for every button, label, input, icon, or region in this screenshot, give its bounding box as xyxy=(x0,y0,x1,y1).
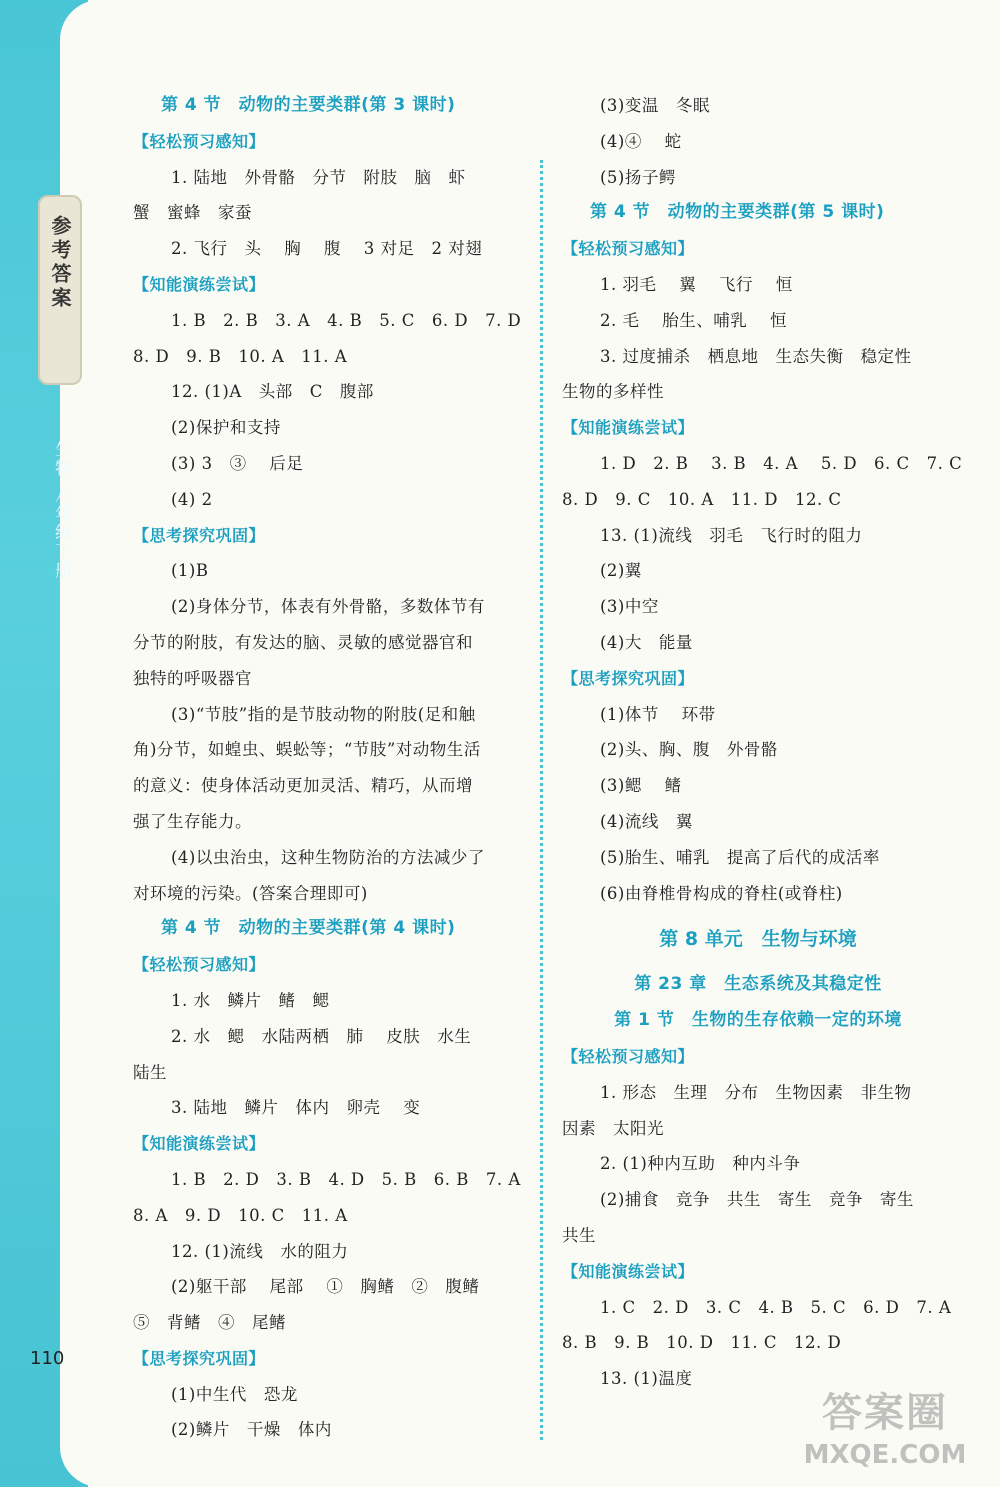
watermark-url: MXQE.COM xyxy=(803,1440,967,1470)
answer-tab-label: 参考答案 xyxy=(48,215,72,311)
answer-line: (2)捕食 竞争 共生 寄生 竞争 寄生 xyxy=(600,1190,914,1210)
answer-line: (3)鳃 鳍 xyxy=(600,776,682,796)
section-tag: 【思考探究巩固】 xyxy=(133,525,266,545)
answer-line: 1. 陆地 外骨骼 分节 附肢 脑 虾 xyxy=(171,167,466,187)
answer-line: (1)中生代 恐龙 xyxy=(171,1384,298,1404)
answer-line-continued: 陆生 xyxy=(133,1062,167,1082)
answer-line: 2. 水 鳃 水陆两栖 肺 皮肤 水生 xyxy=(171,1026,472,1046)
answer-line: (3)中空 xyxy=(600,597,659,617)
section-tag: 【思考探究巩固】 xyxy=(133,1348,266,1368)
answer-line: 1. B 2. B 3. A 4. B 5. C 6. D 7. D xyxy=(171,310,522,330)
section-title: 第 4 节 动物的主要类群(第 4 课时) xyxy=(161,918,456,939)
answer-line: (2)身体分节，体表有外骨骼，多数体节有 xyxy=(171,597,485,617)
answer-line: 3. 过度捕杀 栖息地 生态失衡 稳定性 xyxy=(600,346,912,366)
answer-line: (2)翼 xyxy=(600,561,642,581)
page-number: 110 xyxy=(30,1348,65,1369)
section-tag: 【知能演练尝试】 xyxy=(562,1261,695,1281)
answer-line: (3)变温 冬眠 xyxy=(600,96,710,115)
answer-line: 2. 毛 胎生、哺乳 恒 xyxy=(600,310,787,330)
answer-line: (4)④ 蛇 xyxy=(600,131,682,151)
unit-title: 第 8 单元 生物与环境 xyxy=(659,928,857,951)
answer-line-continued: 蟹 蜜蜂 家蚕 xyxy=(133,203,252,223)
answer-line: 13. (1)温度 xyxy=(600,1369,693,1389)
section-title: 第 4 节 动物的主要类群(第 5 课时) xyxy=(590,202,885,223)
answer-line: (5)扬子鳄 xyxy=(600,167,676,187)
section-tag: 【轻松预习感知】 xyxy=(133,131,266,151)
answer-line: (1)体节 环带 xyxy=(600,704,716,724)
answer-line: 1. 羽毛 翼 飞行 恒 xyxy=(600,274,793,294)
answer-line-continued: 对环境的污染。(答案合理即可) xyxy=(133,883,368,903)
answer-line: (6)由脊椎骨构成的脊柱(或脊柱) xyxy=(600,883,843,903)
answer-line: (5)胎生、哺乳 提高了后代的成活率 xyxy=(600,847,880,867)
section-tag: 【轻松预习感知】 xyxy=(562,239,695,259)
answer-line: (2)头、胸、腹 外骨骼 xyxy=(600,740,778,760)
chapter-title: 第 1 节 生物的生存依赖一定的环境 xyxy=(614,1010,902,1031)
watermark-text: 答案圈 xyxy=(822,1390,948,1436)
answer-line: 3. 陆地 鳞片 体内 卵壳 变 xyxy=(171,1098,421,1118)
section-tag: 【思考探究巩固】 xyxy=(562,668,695,688)
answer-line: (2)鳞片 干燥 体内 xyxy=(171,1420,332,1440)
answer-line: 1. C 2. D 3. C 4. B 5. C 6. D 7. A xyxy=(600,1297,952,1317)
answer-line-continued: 独特的呼吸器官 xyxy=(133,668,252,688)
right-column xyxy=(562,88,963,1397)
answer-line-continued: 共生 xyxy=(562,1225,596,1245)
section-tag: 【轻松预习感知】 xyxy=(133,955,266,975)
left-column xyxy=(133,88,525,1448)
answer-line: (4) 2 xyxy=(171,489,213,509)
answer-line: (1)B xyxy=(171,561,209,581)
column-divider xyxy=(540,160,543,1440)
subject-label: 生物 八年级下册 xyxy=(51,440,71,581)
chapter-title: 第 23 章 生态系统及其稳定性 xyxy=(634,974,882,995)
section-title: 第 4 节 动物的主要类群(第 3 课时) xyxy=(161,95,456,115)
answer-line: (4)流线 翼 xyxy=(600,811,693,831)
answer-line-continued: 的意义：使身体活动更加灵活、精巧，从而增 xyxy=(133,776,473,796)
answer-line-continued: 角)分节，如蝗虫、蜈蚣等；“节肢”对动物生活 xyxy=(133,740,481,760)
watermark-logo xyxy=(790,1387,980,1477)
section-tag: 【知能演练尝试】 xyxy=(562,418,695,438)
answer-line: 1. B 2. D 3. B 4. D 5. B 6. B 7. A xyxy=(171,1169,521,1189)
answer-line: 2. 飞行 头 胸 腹 3 对足 2 对翅 xyxy=(171,239,483,259)
answer-line: (2)躯干部 尾部 ① 胸鳍 ② 腹鳍 xyxy=(171,1277,480,1297)
answer-line-continued: 8. A 9. D 10. C 11. A xyxy=(133,1205,348,1225)
answer-line-continued: 8. D 9. B 10. A 11. A xyxy=(133,346,348,366)
answer-line: 12. (1)流线 水的阻力 xyxy=(171,1241,349,1261)
answer-line-continued: 生物的多样性 xyxy=(562,382,664,402)
answer-line: (4)以虫治虫，这种生物防治的方法减少了 xyxy=(171,847,485,867)
answer-line: (3)“节肢”指的是节肢动物的附肢(足和触 xyxy=(171,704,476,724)
answer-line-continued: 强了生存能力。 xyxy=(133,811,252,831)
answer-line: 13. (1)流线 羽毛 飞行时的阻力 xyxy=(600,525,863,545)
answer-line: 2. (1)种内互助 种内斗争 xyxy=(600,1154,801,1174)
answer-line: (4)大 能量 xyxy=(600,632,693,652)
answer-line-continued: 分节的附肢，有发达的脑、灵敏的感觉器官和 xyxy=(133,632,473,652)
answer-line: 1. 水 鳞片 鳍 鳃 xyxy=(171,990,330,1010)
section-tag: 【轻松预习感知】 xyxy=(562,1046,695,1066)
section-tag: 【知能演练尝试】 xyxy=(133,1134,266,1154)
answer-line-continued: 因素 太阳光 xyxy=(562,1118,664,1138)
answer-line-continued: ⑤ 背鳍 ④ 尾鳍 xyxy=(133,1313,286,1333)
answer-line: (3) 3 ③ 后足 xyxy=(171,453,304,473)
answer-line: (2)保护和支持 xyxy=(171,418,281,438)
answer-line-continued: 8. B 9. B 10. D 11. C 12. D xyxy=(562,1333,842,1353)
answer-line: 1. 形态 生理 分布 生物因素 非生物 xyxy=(600,1082,912,1102)
answer-line-continued: 8. D 9. C 10. A 11. D 12. C xyxy=(562,489,842,509)
answer-line: 1. D 2. B 3. B 4. A 5. D 6. C 7. C xyxy=(600,453,963,473)
answer-line: 12. (1)A 头部 C 腹部 xyxy=(171,382,374,402)
section-tag: 【知能演练尝试】 xyxy=(133,274,266,294)
